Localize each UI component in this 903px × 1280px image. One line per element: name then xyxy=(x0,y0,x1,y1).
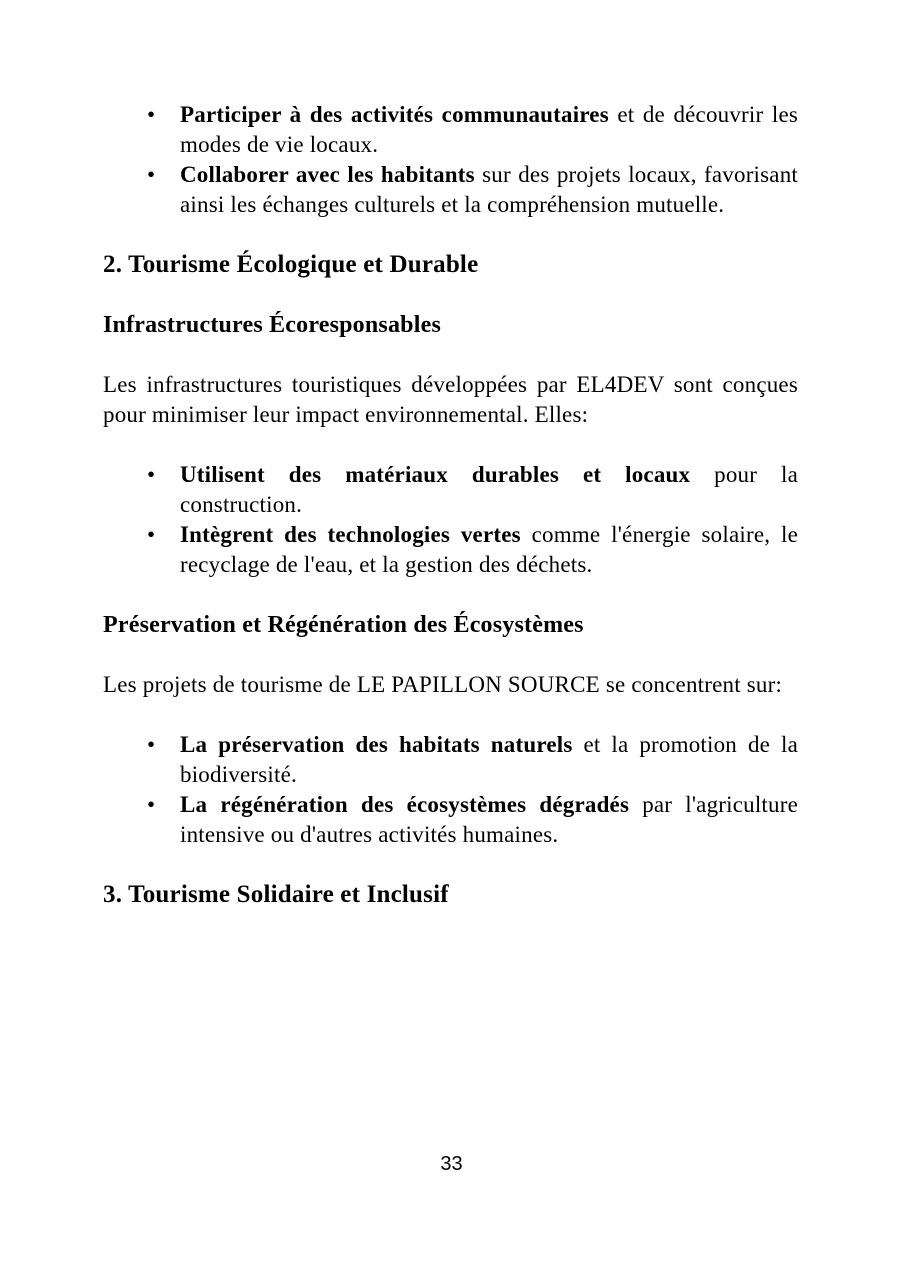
bullet-icon: • xyxy=(147,162,156,187)
subsection-heading-infrastructures: Infrastructures Écoresponsables xyxy=(103,312,441,338)
list-item-text xyxy=(180,522,798,577)
paragraph-infrastructures: Les infrastructures touristiques développées par EL4DEV sont conçues pour minimiser leur impact environnemental. Elles: xyxy=(103,372,798,427)
bold-text: Participer à des activités communautaires xyxy=(180,102,609,127)
list-item-text xyxy=(180,462,798,517)
bullet-icon: • xyxy=(147,522,156,547)
regular-text: pour la construction. xyxy=(180,462,798,517)
list-item xyxy=(103,520,798,580)
bold-text: Utilisent des matériaux durables et locaux xyxy=(180,462,691,487)
list-item-text xyxy=(180,102,798,157)
list-item xyxy=(103,730,798,790)
paragraph-preservation: Les projets de tourisme de LE PAPILLON SOURCE se concentrent sur: xyxy=(103,672,783,697)
section-heading-tourisme-solidaire: 3. Tourisme Solidaire et Inclusif xyxy=(103,881,449,908)
bullet-list-infrastructures xyxy=(103,460,798,580)
list-item-text xyxy=(180,162,798,217)
bold-text: La régénération des écosystèmes dégradés xyxy=(180,792,630,817)
subsection-heading-preservation: Préservation et Régénération des Écosystèmes xyxy=(103,612,584,638)
list-item xyxy=(103,160,798,220)
list-item xyxy=(103,790,798,850)
bullet-icon: • xyxy=(147,462,156,487)
list-item-text xyxy=(180,792,798,847)
regular-text: et de découvrir les modes de vie locaux. xyxy=(180,102,799,157)
bold-text: Collaborer avec les habitants xyxy=(180,162,475,187)
section-heading-tourisme-ecologique: 2. Tourisme Écologique et Durable xyxy=(103,251,479,278)
bullet-list-community-activities xyxy=(103,100,798,220)
bullet-icon: • xyxy=(147,102,156,127)
page-number: 33 xyxy=(440,1153,463,1175)
bullet-icon: • xyxy=(147,792,156,817)
bullet-icon: • xyxy=(147,732,156,757)
bold-text: Intègrent des technologies vertes xyxy=(180,522,521,547)
regular-text: sur des projets locaux, favorisant ainsi les échanges culturels et la compréhension mutuelle. xyxy=(180,162,798,217)
bullet-list-preservation xyxy=(103,730,798,850)
list-item-text xyxy=(180,732,798,787)
regular-text: comme l'énergie solaire, le recyclage de l'eau, et la gestion des déchets. xyxy=(180,522,798,577)
regular-text: par l'agriculture intensive ou d'autres activités humaines. xyxy=(180,792,798,847)
regular-text: et la promotion de la biodiversité. xyxy=(180,732,799,787)
bold-text: La préservation des habitats naturels xyxy=(180,732,573,757)
list-item xyxy=(103,100,798,160)
list-item xyxy=(103,460,798,520)
